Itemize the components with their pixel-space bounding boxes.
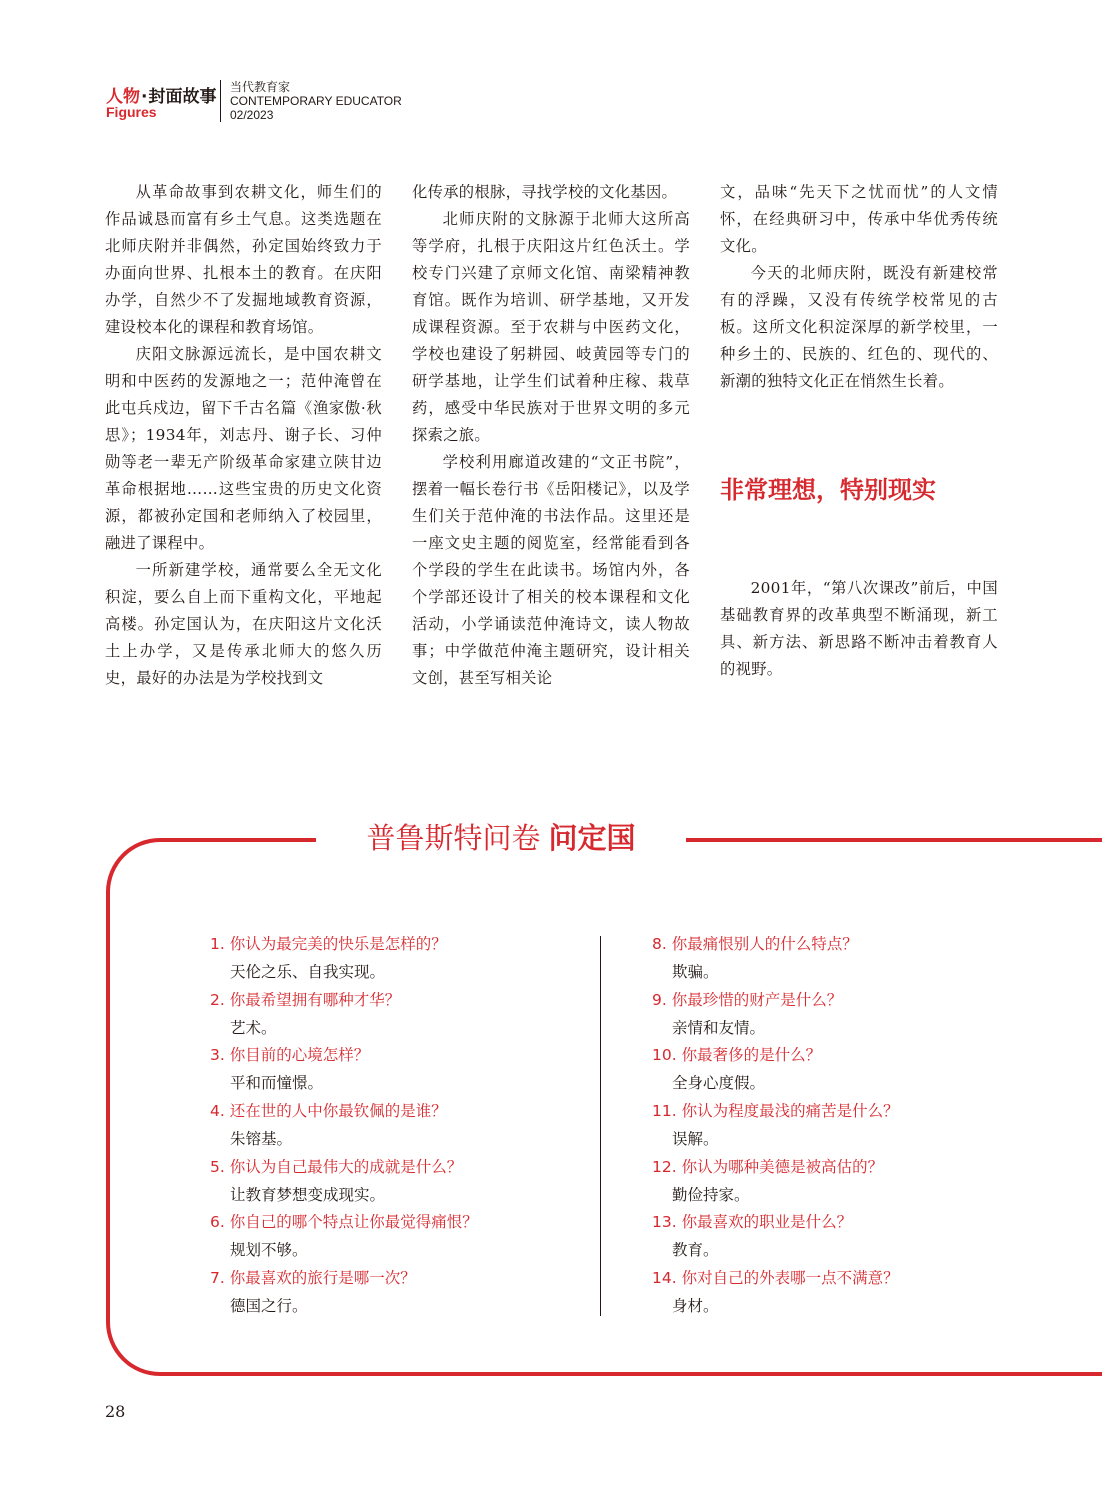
question: 4. 还在世的人中你最钦佩的是谁？ bbox=[210, 1102, 447, 1121]
questionnaire-title-regular: 普鲁斯特问卷 bbox=[366, 821, 541, 855]
paragraph-continued: 文，品味“先天下之忧而忧”的人文情怀，在经典研习中，传承中华优秀传统文化。 bbox=[720, 183, 998, 255]
question: 12. 你认为哪种美德是被高估的？ bbox=[652, 1157, 884, 1176]
answer: 天伦之乐、自我实现。 bbox=[230, 963, 386, 981]
question: 9. 你最珍惜的财产是什么？ bbox=[652, 990, 843, 1009]
paragraph: 一所新建学校，通常要么全无文化积淀，要么自上而下重构文化，平地起高楼。孙定国认为，在庆阳这片文化沃土上办学，又是传承北师大的悠久历史，最好的办法是为学校找到文 bbox=[105, 561, 382, 687]
qa-item bbox=[210, 986, 478, 1042]
answer: 规划不够。 bbox=[230, 1241, 308, 1260]
header-divider bbox=[220, 80, 221, 122]
paragraph: 学校利用廊道改建的“文正书院”，摆着一幅长卷行书《岳阳楼记》，以及学生们关于范仲淹的书法作品。这里还是一座文史主题的阅览室，经常能看到各个学段的学生在此读书。场馆内外，各个学部还设计了相关的校本课程和文化活动，小学诵读范仲淹诗文，读人物故事；中学做范仲淹主题研究，设计相关文创，甚至写相关论 bbox=[412, 453, 690, 687]
article-column-3-after-heading bbox=[720, 575, 998, 683]
qa-item bbox=[652, 1208, 899, 1264]
section-label-dot: · bbox=[141, 87, 148, 107]
answer: 平和而憧憬。 bbox=[230, 1074, 324, 1093]
paragraph: 庆阳文脉源远流长，是中国农耕文明和中医药的发源地之一；范仲淹曾在此屯兵戍边，留下千古名篇《渔家傲·秋思》；1934年，刘志丹、谢子长、习仲勋等老一辈无产阶级革命家建立陕甘边革命根据地……这些宝贵的历史文化资源，都被孙定国和老师纳入了校园里，融进了课程中。 bbox=[105, 345, 382, 552]
question: 7. 你最喜欢的旅行是哪一次？ bbox=[210, 1269, 416, 1288]
section-label-en: Figures bbox=[106, 104, 157, 120]
question: 6. 你自己的哪个特点让你最觉得痛恨？ bbox=[210, 1213, 478, 1232]
answer: 德国之行。 bbox=[230, 1297, 308, 1316]
answer: 全身心度假。 bbox=[672, 1074, 766, 1093]
question: 10. 你最奢侈的是什么？ bbox=[652, 1046, 822, 1065]
answer: 教育。 bbox=[672, 1241, 719, 1260]
questionnaire-title-bold: 问定国 bbox=[548, 821, 636, 855]
qa-item bbox=[652, 1041, 899, 1097]
qa-item bbox=[210, 1153, 478, 1209]
question: 11. 你认为程度最浅的痛苦是什么？ bbox=[652, 1102, 899, 1121]
qa-item bbox=[652, 986, 899, 1042]
answer: 艺术。 bbox=[230, 1018, 277, 1037]
section-heading: 非常理想，特别现实 bbox=[720, 476, 936, 504]
paragraph: 从革命故事到农耕文化，师生们的作品诚恳而富有乡土气息。这类选题在北师庆附并非偶然，孙定国始终致力于办面向世界、扎根本土的教育。在庆阳办学，自然少不了发掘地域教育资源，建设校本化的课程和教育场馆。 bbox=[105, 183, 382, 336]
magazine-name-en: CONTEMPORARY EDUCATOR bbox=[230, 94, 402, 108]
column-divider bbox=[600, 936, 601, 1316]
qa-item bbox=[210, 1097, 478, 1153]
qa-item bbox=[652, 930, 899, 986]
qa-item bbox=[210, 930, 478, 986]
paragraph: 今天的北师庆附，既没有新建校常有的浮躁，又没有传统学校常见的古板。这所文化积淀深厚的新学校里，一种乡土的、民族的、红色的、现代的、新潮的独特文化正在悄然生长着。 bbox=[720, 264, 998, 390]
paragraph-continued: 化传承的根脉，寻找学校的文化基因。 bbox=[412, 183, 678, 201]
page-number: 28 bbox=[105, 1402, 126, 1421]
question: 8. 你最痛恨别人的什么特点？ bbox=[652, 935, 858, 953]
question: 13. 你最喜欢的职业是什么？ bbox=[652, 1213, 853, 1232]
section-label-black: 封面故事 bbox=[148, 87, 217, 107]
paragraph: 2001年，“第八次课改”前后，中国基础教育界的改革典型不断涌现，新工具、新方法、新思路不断冲击着教育人的视野。 bbox=[720, 579, 998, 678]
question: 3. 你目前的心境怎样？ bbox=[210, 1046, 370, 1065]
qa-item bbox=[210, 1264, 478, 1320]
answer: 误解。 bbox=[672, 1130, 719, 1149]
questionnaire-right-column bbox=[652, 930, 899, 1320]
qa-item bbox=[652, 1153, 899, 1209]
answer: 欺骗。 bbox=[672, 963, 719, 981]
qa-item bbox=[210, 1208, 478, 1264]
answer: 让教育梦想变成现实。 bbox=[230, 1185, 386, 1204]
question: 1. 你认为最完美的快乐是怎样的？ bbox=[210, 935, 447, 953]
questionnaire-title bbox=[316, 816, 686, 860]
answer: 身材。 bbox=[672, 1297, 719, 1316]
article-column-1 bbox=[105, 179, 382, 692]
section-label-red: 人物 bbox=[106, 87, 140, 107]
qa-item bbox=[652, 1264, 899, 1320]
answer: 朱镕基。 bbox=[230, 1130, 293, 1149]
answer: 勤俭持家。 bbox=[672, 1185, 750, 1204]
qa-item bbox=[210, 1041, 478, 1097]
issue-number: 02/2023 bbox=[230, 108, 274, 122]
qa-item bbox=[652, 1097, 899, 1153]
questionnaire-left-column bbox=[210, 930, 478, 1320]
magazine-info bbox=[230, 80, 450, 122]
question: 14. 你对自己的外表哪一点不满意？ bbox=[652, 1269, 899, 1288]
article-column-2 bbox=[412, 179, 690, 692]
question: 5. 你认为自己最伟大的成就是什么？ bbox=[210, 1157, 463, 1176]
magazine-name-cn: 当代教育家 bbox=[230, 80, 291, 94]
answer: 亲情和友情。 bbox=[672, 1018, 766, 1037]
paragraph: 北师庆附的文脉源于北师大这所高等学府，扎根于庆阳这片红色沃土。学校专门兴建了京师文化馆、南梁精神教育馆。既作为培训、研学基地，又开发成课程资源。至于农耕与中医药文化，学校也建设了躬耕园、岐黄园等专门的研学基地，让学生们试着种庄稼、栽草药，感受中华民族对于世界文明的多元探索之旅。 bbox=[412, 210, 690, 444]
question: 2. 你最希望拥有哪种才华？ bbox=[210, 990, 401, 1009]
article-column-3 bbox=[720, 179, 998, 395]
